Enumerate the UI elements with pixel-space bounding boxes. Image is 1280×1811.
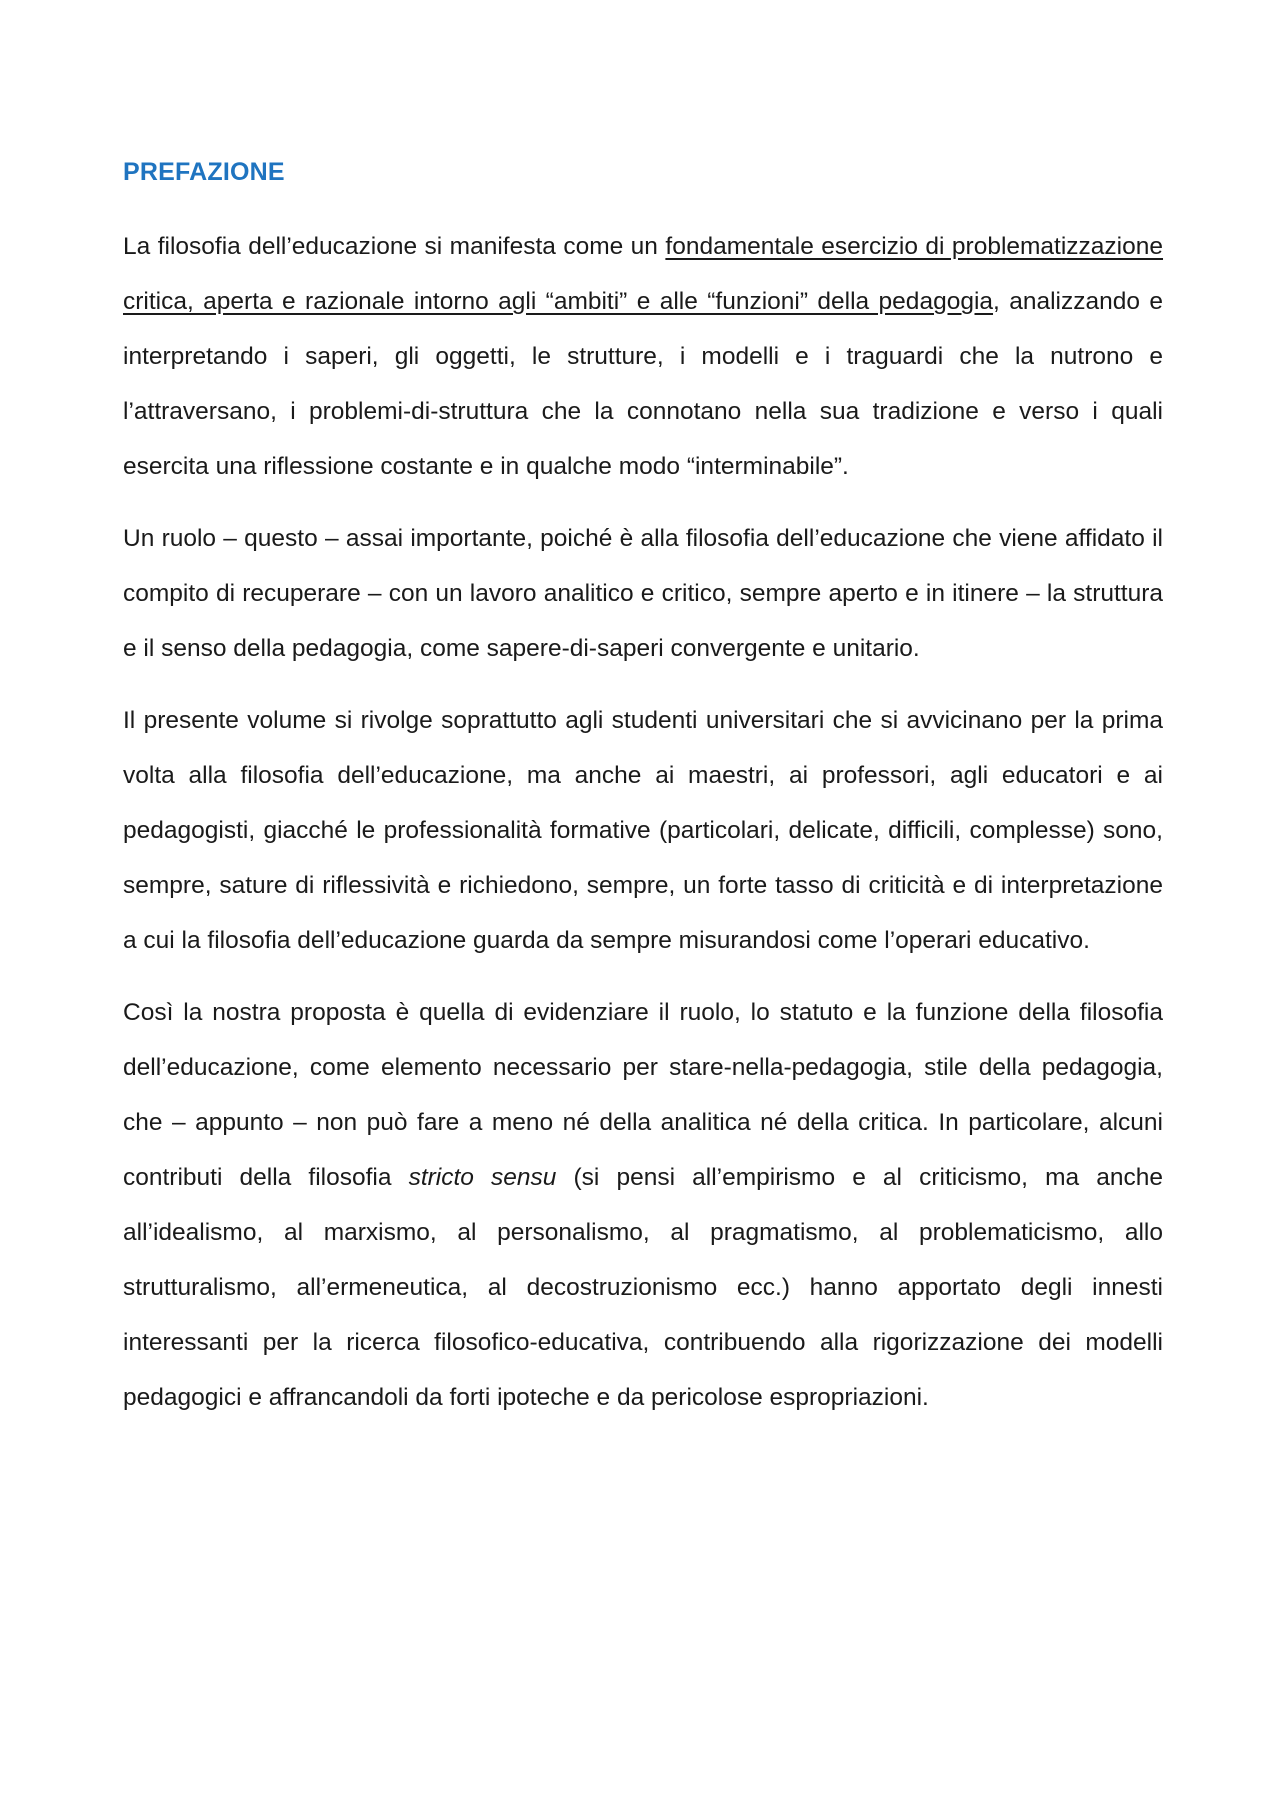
paragraph-1-underlined-text: fondamentale esercizio di problematizzazione critica, aperta e razionale intorno agli “ambiti” e alle “funzioni” della pedagogia [123, 233, 1164, 315]
paragraph-1 [123, 219, 1163, 494]
paragraph-3: Il presente volume si rivolge soprattutto agli studenti universitari che si avvicinano per la prima volta alla filosofia dell’educazione, ma anche ai maestri, ai professori, agli educatori e ai pedagogisti, giacché le professionalità formative (particolari, delicate, difficili, complesse) sono, sempre, sature di riflessività e richiedono, sempre, un forte tasso di criticità e di interpretazione a cui la filosofia dell’educazione guarda da sempre misurandosi come l’operari educativo. [123, 707, 1163, 954]
paragraph-2: Un ruolo – questo – assai importante, poiché è alla filosofia dell’educazione che viene affidato il compito di recuperare – con un lavoro analitico e critico, sempre aperto e in itinere – la struttura e il senso della pedagogia, come sapere-di-saperi convergente e unitario. [123, 525, 1163, 662]
paragraph-4-text-b: (si pensi all’empirismo e al criticismo, ma anche all’idealismo, al marxismo, al personalismo, al pragmatismo, al problematicismo, allo strutturalismo, all’ermeneutica, al decostruzionismo ecc.) hanno apportato degli innesti interessanti per la ricerca filosofico-educativa, contribuendo alla rigorizzazione dei modelli pedagogici e affrancandoli da forti ipoteche e da pericolose espropriazioni. [123, 1164, 1163, 1411]
paragraph-4-text-a: Così la nostra proposta è quella di evidenziare il ruolo, lo statuto e la funzione della filosofia dell’educazione, come elemento necessario per stare-nella-pedagogia, stile della pedagogia, che – appunto – non può fare a meno né della analitica né della critica. In particolare, alcuni contributi della filosofia [123, 999, 1163, 1191]
paragraph-1-text-a: La filosofia dell’educazione si manifesta come un [123, 233, 666, 260]
paragraph-4-italic-text: stricto sensu [408, 1164, 557, 1191]
paragraph-4 [123, 985, 1163, 1425]
page-title: PREFAZIONE [123, 158, 285, 186]
paragraph-1-text-b: , analizzando e interpretando i saperi, gli oggetti, le strutture, i modelli e i traguardi che la nutrono e l’attraversano, i problemi-di-struttura che la connotano nella sua tradizione e verso i quali esercita una riflessione costante e in qualche modo “interminabile”. [123, 288, 1163, 480]
document-page [123, 150, 1163, 1442]
